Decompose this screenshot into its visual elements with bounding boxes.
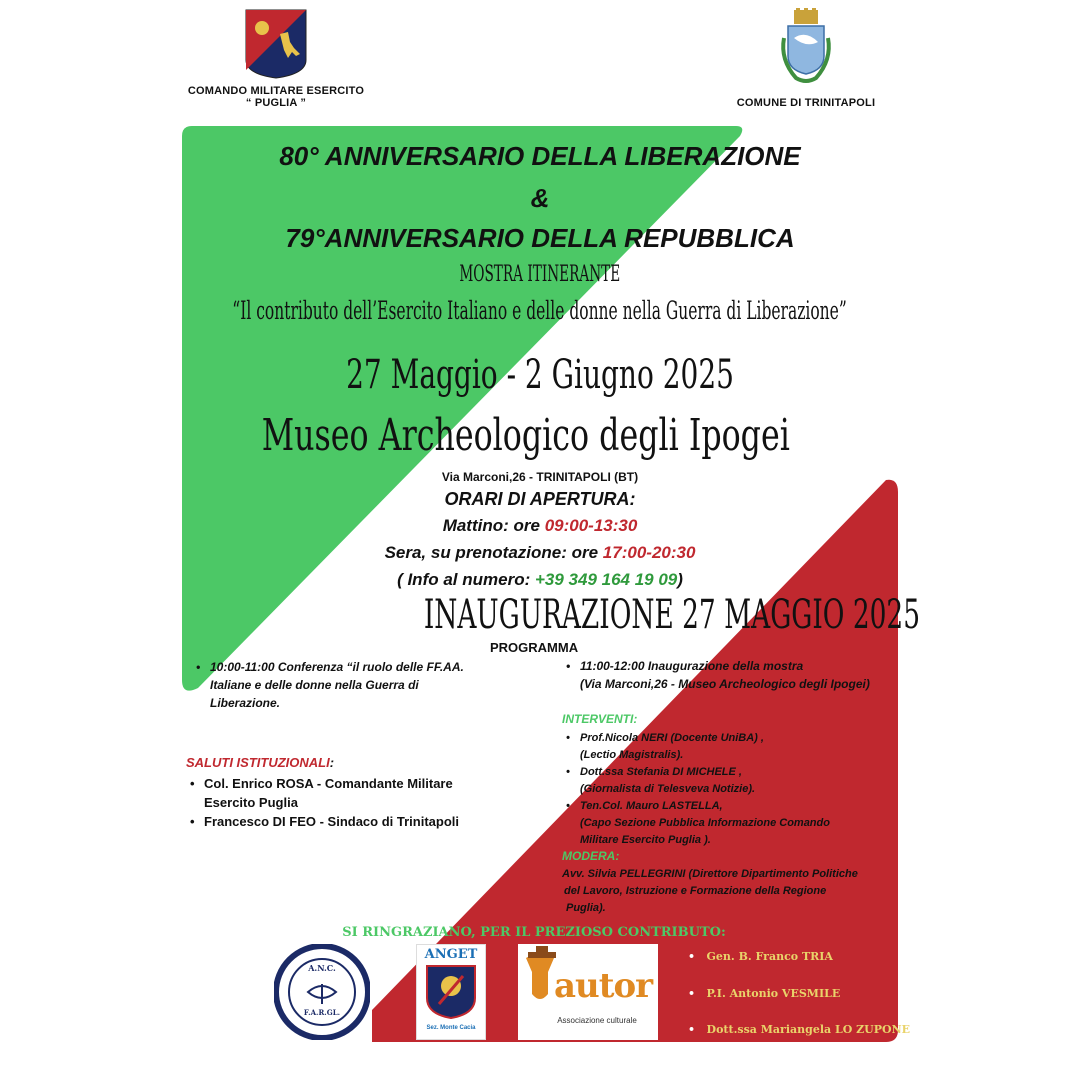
right-caption: COMUNE DI TRINITAPOLI <box>736 97 876 109</box>
program-item-2-line-1: • 11:00-12:00 Inaugurazione della mostra <box>566 657 898 675</box>
autor-caption: Associazione culturale <box>557 1016 637 1025</box>
modera-line-3: Puglia). <box>566 902 606 914</box>
intervento-2-line-2: (Giornalista di Telesveva Notizie). <box>580 783 756 795</box>
program-item-2-line-2: (Via Marconi,26 - Museo Archeologico degli Ipogei) <box>580 677 870 691</box>
comune-logo <box>726 8 886 109</box>
thanks-person-1: • Gen. B. Franco TRIA <box>688 950 833 963</box>
anget-shield-icon <box>417 962 485 1020</box>
anc-bottom-text: F.A.R.GL. <box>303 1008 341 1017</box>
intervento-3-line-3: Militare Esercito Puglia ). <box>580 834 711 846</box>
military-shield-icon <box>244 8 308 80</box>
exhibition-quote: “Il contributo dell’Esercito Italiano e delle donne nella Guerra di Liberazione” <box>232 296 848 325</box>
autor-logo <box>518 944 658 1040</box>
info-number: ( Info al numero: +39 349 164 19 09) <box>397 570 683 589</box>
anc-logo <box>274 944 370 1040</box>
anc-top-text: A.N.C. <box>308 963 336 973</box>
thanks-person-3: • Dott.ssa Mariangela LO ZUPONE <box>688 1023 911 1036</box>
autor-name: autor <box>554 966 653 1006</box>
hours-title: ORARI DI APERTURA: <box>444 489 636 509</box>
modera-line-2: del Lavoro, Istruzione e Formazione della Regione <box>564 885 827 897</box>
morning-hours: Mattino: ore 09:00-13:30 <box>442 516 638 535</box>
intervento-3-line-1: • Ten.Col. Mauro LASTELLA, <box>566 798 888 815</box>
intervento-1-line-2: (Lectio Magistralis). <box>580 749 684 761</box>
inauguration-title: INAUGURAZIONE 27 MAGGIO 2025 <box>423 592 921 638</box>
saluti-item-1-line-2: Esercito Puglia <box>204 795 298 810</box>
modera-line-1: Avv. Silvia PELLEGRINI (Direttore Dipartimento Politiche <box>562 868 858 880</box>
program-item-1-line-3: Liberazione. <box>210 696 281 710</box>
program-item-1-line-2: Italiane e delle donne nella Guerra di <box>210 678 419 692</box>
interventi-list <box>566 730 888 849</box>
left-caption-2: “ PUGLIA ” <box>245 97 307 109</box>
title-ampersand: & <box>530 183 550 213</box>
intervento-1-line-1: • Prof.Nicola NERI (Docente UniBA) , <box>566 730 888 747</box>
interventi-title: INTERVENTI: <box>562 712 638 726</box>
event-address: Via Marconi,26 - TRINITAPOLI (BT) <box>441 470 639 484</box>
intervento-2-line-1: • Dott.ssa Stefania DI MICHELE , <box>566 764 888 781</box>
event-dates: 27 Maggio - 2 Giugno 2025 <box>346 352 734 398</box>
saluti-item-2: • Francesco DI FEO - Sindaco di Trinitapoli <box>190 812 510 831</box>
anget-title: ANGET <box>424 947 478 962</box>
modera-text <box>562 866 892 917</box>
event-venue: Museo Archeologico degli Ipogei <box>261 410 791 461</box>
program-item-1-line-1: • 10:00-11:00 Conferenza “il ruolo delle FF.AA. <box>196 658 526 676</box>
program-item-2 <box>566 657 898 693</box>
anc-emblem-icon <box>274 944 370 1040</box>
anget-caption: Sez. Monte Cacia <box>426 1025 476 1031</box>
saluti-title: SALUTI ISTITUZIONALI: <box>186 755 335 770</box>
thanks-title: SI RINGRAZIANO, PER IL PREZIOSO CONTRIBUTO: <box>342 925 726 940</box>
saluti-item-1-line-1: • Col. Enrico ROSA - Comandante Militare <box>190 774 510 793</box>
saluti-list <box>190 774 510 831</box>
thanks-person-2: • P.I. Antonio VESMILE <box>688 987 841 1000</box>
title-line-2: 79°ANNIVERSARIO DELLA REPUBBLICA <box>285 223 795 253</box>
left-caption-1: COMANDO MILITARE ESERCITO <box>187 85 365 97</box>
intervento-3-line-2: (Capo Sezione Pubblica Informazione Comando <box>580 817 830 829</box>
program-item-1 <box>196 658 526 712</box>
title-line-1: 80° ANNIVERSARIO DELLA LIBERAZIONE <box>279 141 801 171</box>
anget-logo <box>416 944 486 1040</box>
program-title: PROGRAMMA <box>490 640 579 655</box>
military-command-logo <box>186 8 366 109</box>
subtitle-mostra: MOSTRA ITINERANTE <box>459 262 621 287</box>
modera-title: MODERA: <box>562 849 620 863</box>
municipal-crest-icon <box>776 8 836 90</box>
evening-hours: Sera, su prenotazione: ore 17:00-20:30 <box>384 543 696 562</box>
